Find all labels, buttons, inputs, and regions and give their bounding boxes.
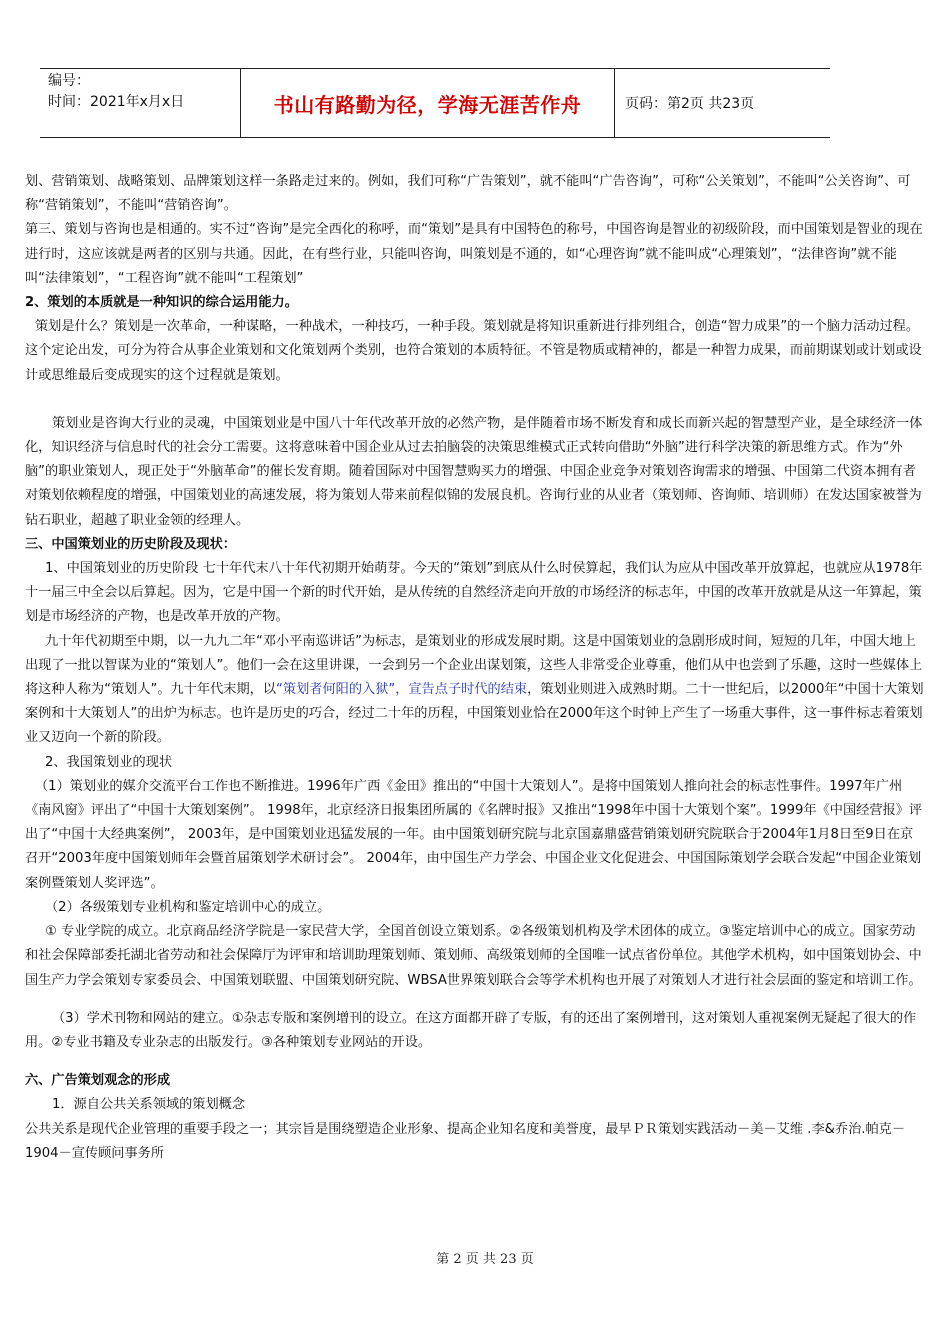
paragraph: （2）各级策划专业机构和鉴定培训中心的成立。 — [45, 899, 331, 915]
paragraph: 第三、策划与咨询也是相通的。实不过“咨询”是完全西化的称呼，而“策划”是具有中国特色的称号，中国咨询是智业的初级阶段，而中国策划是智业的现在进行时，这应该就是两者的区别与共通。因此，在有些行业，只能叫咨询，叫策划是不通的，如“心理咨询”就不能叫成“心理策划”，“法律咨询”就不能叫“法律策划”，“工程咨询”就不能叫“工程策划” — [25, 222, 923, 286]
spacer — [25, 993, 925, 1007]
motto-text: 书山有路勤为径，学海无涯苦作舟 — [273, 92, 582, 117]
number-label: 编号： — [48, 73, 90, 89]
page-footer — [0, 1248, 950, 1267]
section-heading: 六、广告策划观念的形成 — [25, 1073, 171, 1089]
highlighted-phrase: “策划者何阳的入狱”，宣告点子时代的结束 — [276, 682, 528, 698]
paragraph: 1．源自公共关系领域的策划概念 — [52, 1097, 246, 1113]
paragraph: ① 专业学院的成立。北京商品经济学院是一家民营大学，全国首创设立策划系。②各级策划机构及学术团体的成立。③鉴定培训中心的成立。国家劳动和社会保障部委托湖北省劳动和社会保障厅为评审和培训助理策划师、策划师、高级策划师的全国唯一试点省份单位。其他学术机构，如中国策划协会、中国生产力学会策划专家委员会、中国策划联盟、中国策划研究院、WBSA世界策划联合会等学术机构也开展了对策划人才进行社会层面的鉴定和培训工作。 — [25, 924, 922, 988]
spacer — [25, 388, 925, 412]
paragraph: 1、中国策划业的历史阶段 七十年代末八十年代初期开始萌芽。今天的“策划”到底从什么时侯算起，我们认为应从中国改革开放算起，也就应从1978年十一届三中全会以后算起。因为，它是中国一个新的时代开始，是从传统的自然经济走向开放的市场经济的标志年，中国的改革开放就是从这一年算起，策划是市场经济的产物，也是改革开放的产物。 — [25, 561, 923, 625]
paragraph-text: ，策划业则进入成熟时期。二十一世纪后，以2000年“中国十大策划案例和十大策划人”的出炉为标志。也许是历史的巧合，经过二十年的历程，中国策划业恰在2000年这个时钟上产生了一场重大事件，这一事件标志着策划业又迈向一个新的阶段。 — [25, 682, 924, 746]
paragraph: 划、营销策划、战略策划、品牌策划这样一条路走过来的。例如，我们可称“广告策划”，就不能叫“广告咨询”，可称“公关策划”，不能叫“公关咨询”、可称“营销策划”，不能叫“营销咨询”。 — [25, 174, 911, 214]
paragraph-text: 九十年代初期至中期，以一九九二年“邓小平南巡讲话”为标志，是策划业的形成发展时期。这是中国策划业的急剧形成时间，短短的几年，中国大地上出现了一批以智谋为业的“策划人”。他们一会在这里讲课，一会到另一个企业出谋划策，这些人非常受企业尊重，他们从中也尝到了乐趣，这时一些媒体上将这种人称为“策划人”。九十年代末期，以 — [25, 633, 923, 698]
paragraph: 策划是什么？策划是一次革命，一种谋略，一种战术，一种技巧，一种手段。策划就是将知识重新进行排列组合，创造“智力成果”的一个脑力活动过程。这个定论出发，可分为符合从事企业策划和文化策划两个类别，也符合策划的本质特征。不管是物质或精神的，都是一种智力成果，而前期谋划或计划或设计或思维最后变成现实的这个过程就是策划。 — [25, 319, 922, 383]
paragraph — [25, 630, 925, 751]
paragraph: 2、我国策划业的现状 — [45, 754, 173, 770]
spacer — [25, 1055, 925, 1069]
section-heading: 2、策划的本质就是一种知识的综合运用能力。 — [25, 295, 298, 311]
paragraph: （3）学术刊物和网站的建立。①杂志专版和案例增刊的设立。在这方面都开辟了专版，有的还出了案例增刊，这对策划人重视案例无疑起了很大的作用。②专业书籍及专业杂志的出版发行。③各种策划专业网站的开设。 — [25, 1010, 917, 1050]
paragraph: （1）策划业的媒介交流平台工作也不断推进。1996年广西《金田》推出的“中国十大策划人”。是将中国策划人推向社会的标志性事件。1997年广州《南风窗》评出了“中国十大策划案例”。 1998年，北京经济日报集团所属的《名牌时报》又推出“1998年中国十大策划个案”。1999年《中国经营报》评出了“中国十大经典案例”， 2003年，是中国策划业迅猛发展的一年。由中国策划研究院与北京国嘉鼎盛营销策划研究院联合于2004年1月8日至9日在京召开“2003年度中国策划师年会暨首届策划学术研讨会”。 2004年，由中国生产力学会、中国企业文化促进会、中国国际策划学会联合发起“中国企业策划案例暨策划人奖评选”。 — [25, 778, 923, 891]
header-meta-cell — [40, 69, 240, 137]
page-number-cell — [615, 69, 830, 137]
motto-cell — [240, 69, 615, 137]
document-body — [25, 170, 925, 1166]
paragraph: 公共关系是现代企业管理的重要手段之一；其宗旨是围绕塑造企业形象、提高企业知名度和美誉度，最早ＰＲ策划实践活动－美－艾维 .李&乔治.帕克－1904－宣传顾问事务所 — [25, 1121, 906, 1161]
paragraph: 策划业是咨询大行业的灵魂，中国策划业是中国八十年代改革开放的必然产物，是伴随着市场不断发育和成长而新兴起的智慧型产业，是全球经济一体化，知识经济与信息时代的社会分工需要。这将意味着中国企业从过去拍脑袋的决策思维模式正式转向借助“外脑”进行科学决策的新思维方式。作为“外脑”的职业策划人，现正处于“外脑革命”的催长发育期。随着国际对中国智慧购买力的增强、中国企业竞争对策划咨询需求的增强、中国第二代资本拥有者对策划依赖程度的增强，中国策划业的高速发展，将为策划人带来前程似锦的发展良机。咨询行业的从业者（策划师、咨询师、培训师）在发达国家被誉为钻石职业，超越了职业金领的经理人。 — [25, 415, 923, 528]
header-table — [40, 68, 830, 138]
time-label: 时间：2021年x月x日 — [48, 94, 185, 110]
page-number-label: 页码：第2页 共23页 — [625, 96, 755, 112]
footer-page-number: 第 2 页 共 23 页 — [436, 1252, 534, 1267]
section-heading: 三、中国策划业的历史阶段及现状： — [25, 536, 236, 552]
